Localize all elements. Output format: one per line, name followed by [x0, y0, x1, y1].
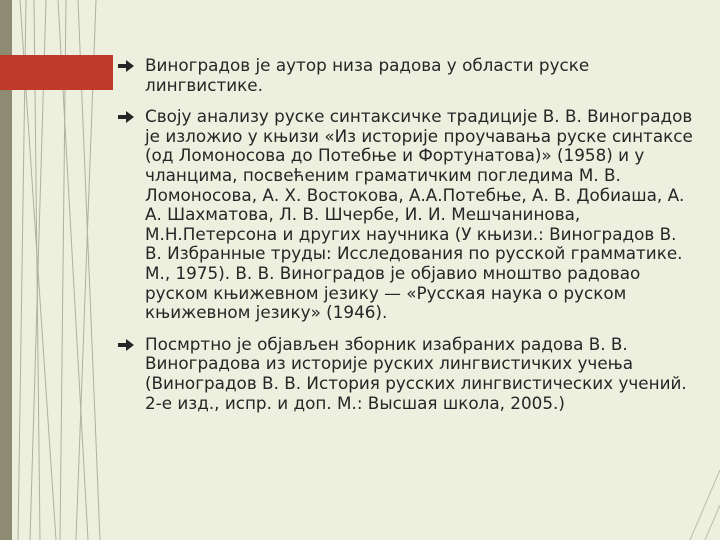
bullet-item	[118, 335, 698, 413]
accent-bar	[0, 55, 113, 90]
bullet-text: Виноградов је аутор низа радова у области руске лингвистике.	[145, 55, 590, 95]
bullet-text: Посмртно је објављен зборник изабраних радова В. В. Виноградова из историје руских лингвистичких учења (Виноградов В. В. История русских лингвистических учений. 2-е изд., испр. и доп. М.: Высшая школа, 2005.)	[145, 333, 687, 413]
bullet-item	[118, 56, 698, 95]
bullet-item	[118, 107, 698, 323]
arrow-right-icon	[118, 339, 134, 351]
bullet-text: Своју анализу руске синтаксичке традиције В. В. Виноградов је изложио у књизи «Из историје проучавања руске синтаксе (од Ломоносова до Потебње и Фортунатова)» (1958) и у чланцима, посвећеним граматичким погледима М. В. Ломоносова, А. Х. Востокова, А.А.Потебње, А. В. Добиаша, А. А. Шахматова, Л. В. Шчербе, И. И. Мешчанинова, М.Н.Петерсона и других научника (У књизи.: Виноградов В. В. Избранные труды: Исследования по русской грамматике. М., 1975). В. В. Виноградов је објавио мноштво радовао руском књижевном језику — «Русская наука о руском књижевном језику» (1946).	[145, 106, 693, 323]
arrow-right-icon	[118, 60, 134, 72]
slide-content	[118, 56, 698, 425]
arrow-right-icon	[118, 111, 134, 123]
